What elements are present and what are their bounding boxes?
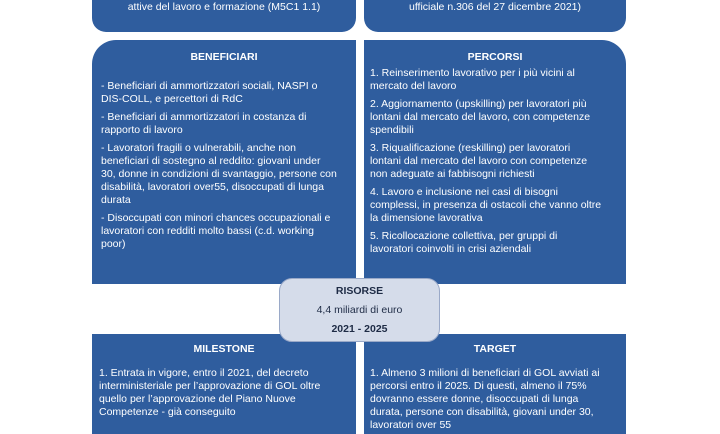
target-title: TARGET	[473, 343, 517, 355]
percorsi-item: 4. Lavoro e inclusione nei casi di bisogni complessi, in presenza di ostacoli che vanno oltre la dimensione lavorativa	[370, 186, 602, 224]
top-left-panel	[92, 0, 356, 32]
percorsi-item: 1. Reinserimento lavorativo per i più vicini al mercato del lavoro	[370, 67, 575, 92]
milestone-panel	[92, 334, 356, 434]
beneficiari-title: BENEFICIARI	[190, 51, 258, 63]
risorse-period: 2021 - 2025	[331, 323, 388, 335]
top-right-text: ufficiale n.306 del 27 dicembre 2021)	[408, 1, 581, 13]
milestone-text: 1. Entrata in vigore, entro il 2021, del decreto interministeriale per l’approvazione di GOL oltre quello per l’approvazione del Piano Nuove Competenze - già conseguito	[99, 367, 321, 418]
top-left-text: attive del lavoro e formazione (M5C1 1.1)	[127, 1, 321, 13]
risorse-title: RISORSE	[335, 285, 384, 297]
risorse-box	[279, 278, 440, 342]
percorsi-item: 5. Ricollocazione collettiva, per gruppi di lavoratori coinvolti in crisi aziendali	[370, 230, 558, 255]
percorsi-list	[370, 67, 620, 261]
milestone-title: MILESTONE	[193, 343, 255, 355]
target-text: 1. Almeno 3 milioni di beneficiari di GOL avviati ai percorsi entro il 2025. Di questi, almeno il 75% dovranno essere donne, disoccupati di lunga durata, persone con disabilità, giovani under 30, lavoratori over 55	[370, 367, 600, 431]
percorsi-title: PERCORSI	[467, 51, 523, 63]
beneficiari-item: - Beneficiari di ammortizzatori in costanza di rapporto di lavoro	[101, 111, 307, 136]
percorsi-item: 3. Riqualificazione (reskilling) per lavoratori lontani dal mercato del lavoro con competenze non adeguate ai fabbisogni richiesti	[370, 142, 588, 180]
beneficiari-item: - Beneficiari di ammortizzatori sociali, NASPI o DIS-COLL, e percettori di RdC	[101, 80, 318, 105]
beneficiari-panel	[92, 40, 356, 284]
beneficiari-list	[101, 80, 350, 256]
percorsi-item: 2. Aggiornamento (upskilling) per lavoratori più lontani dal mercato del lavoro, con competenze spendibili	[370, 98, 591, 136]
percorsi-panel	[364, 40, 626, 284]
risorse-amount: 4,4 miliardi di euro	[316, 304, 403, 316]
beneficiari-item: - Disoccupati con minori chances occupazionali e lavoratori con redditi molto bassi (c.d. working poor)	[101, 212, 331, 250]
target-panel	[364, 334, 626, 434]
beneficiari-item: - Lavoratori fragili o vulnerabili, anche non beneficiari di sostegno al reddito: giovani under 30, donne in condizioni di svantaggio, persone con disabilità, lavoratori over55, disoccupati di lunga durata	[101, 142, 337, 206]
top-right-panel	[364, 0, 626, 32]
